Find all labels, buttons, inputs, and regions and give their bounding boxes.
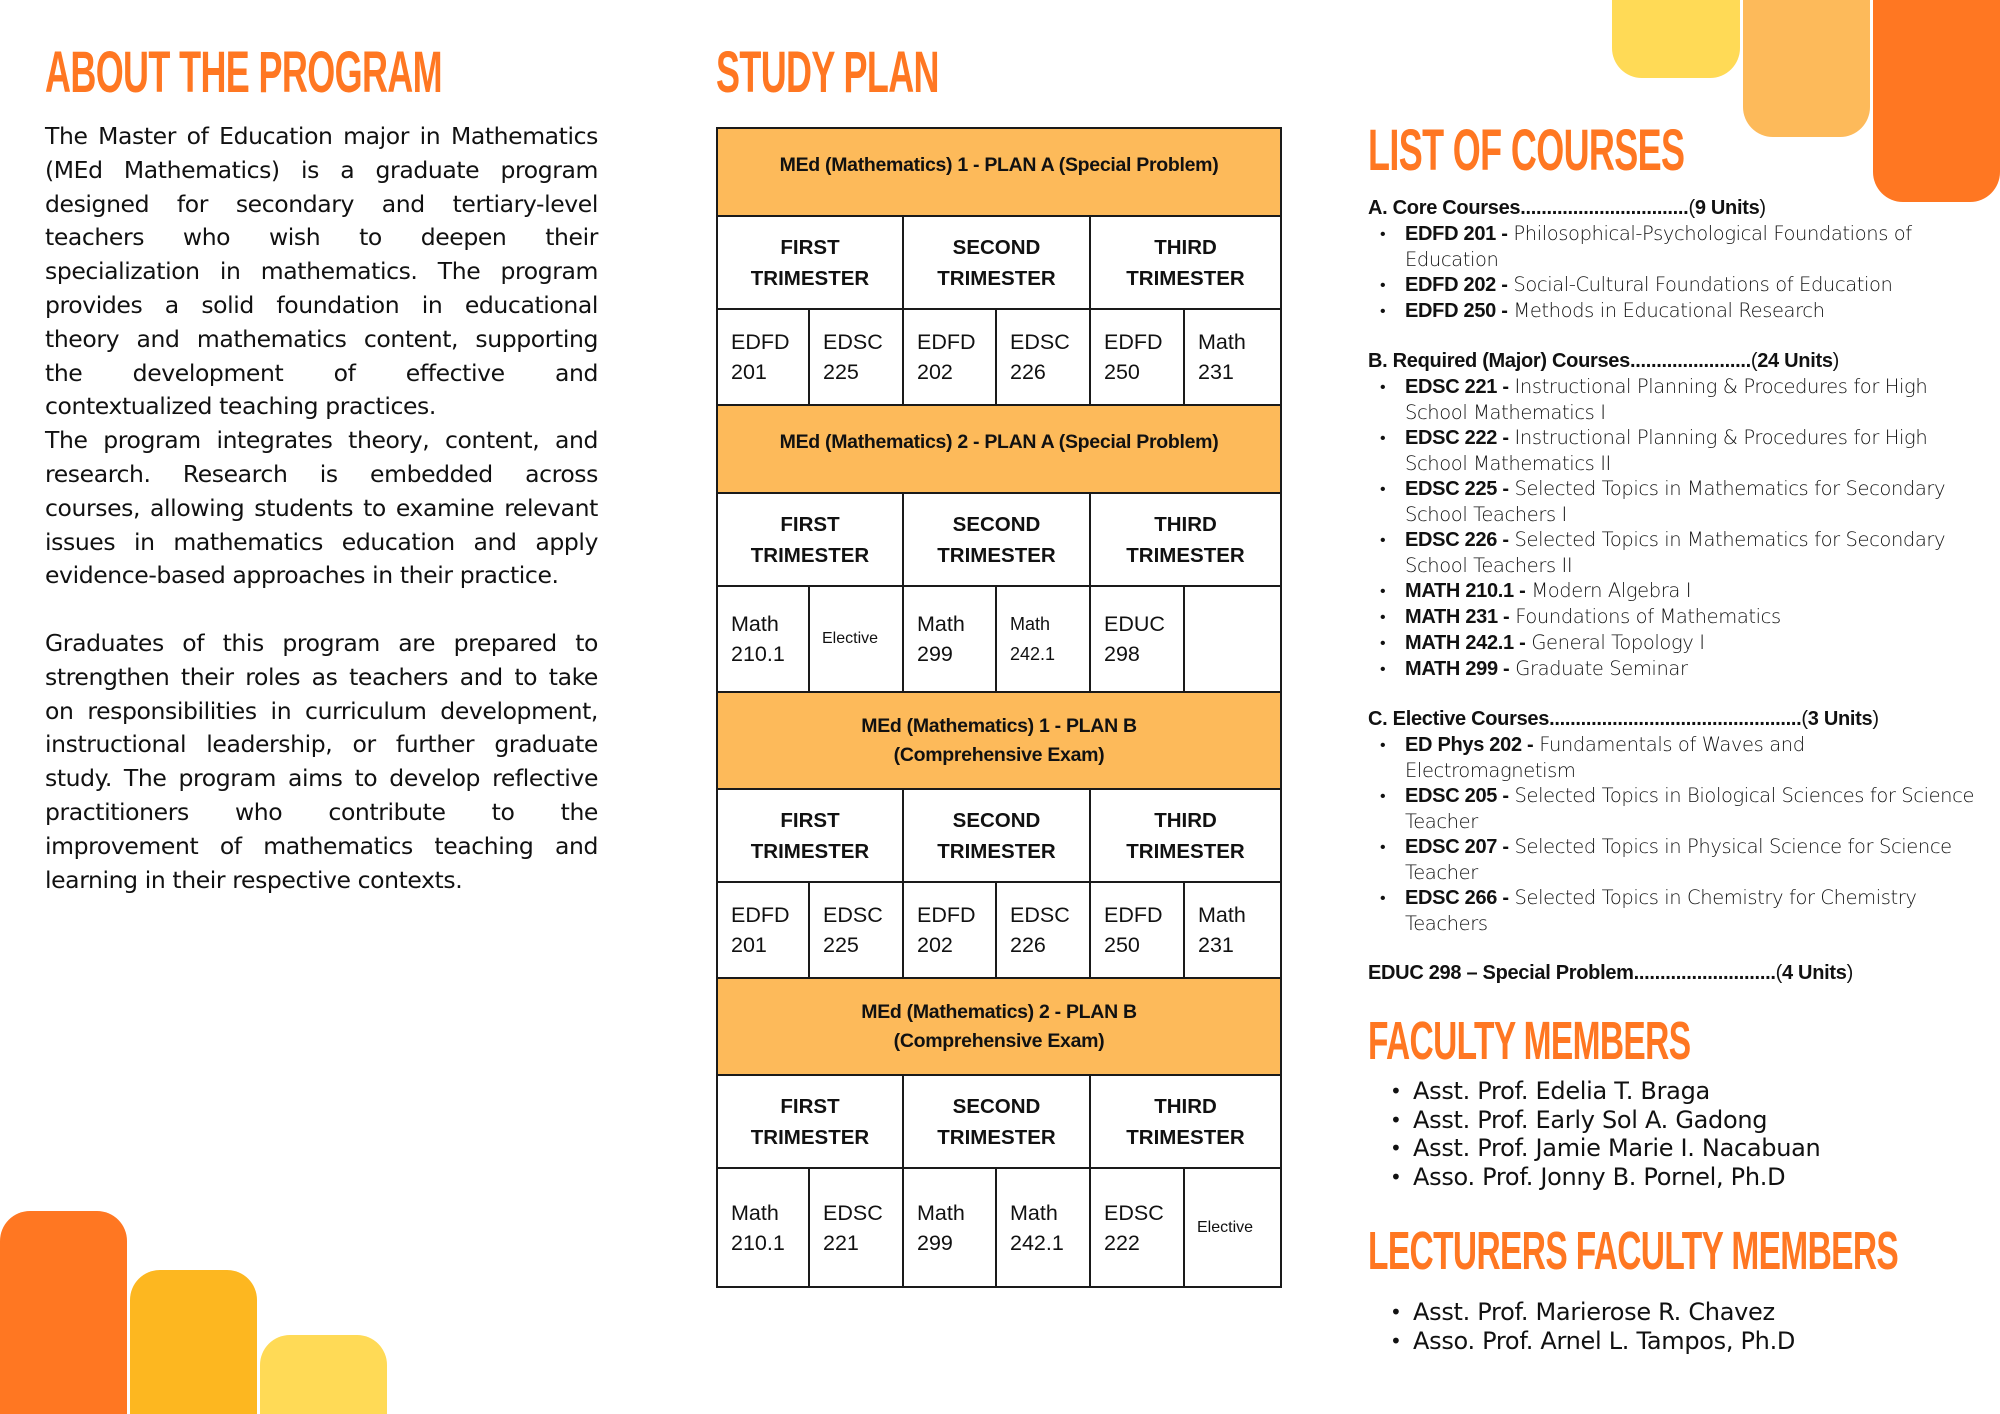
course-cell [1090, 309, 1184, 405]
course-code: EDFD 250 - [1405, 300, 1508, 322]
decorative-bar-orange-top [1873, 0, 2000, 202]
course-number: 231 [1198, 933, 1234, 957]
trimester-label: FIRST [780, 808, 840, 832]
trimester-label: SECOND [952, 1094, 1041, 1118]
trimester-header [717, 1075, 903, 1168]
course-item [1368, 604, 1978, 630]
decorative-bar-light-orange-top [1743, 0, 1870, 137]
paren-close: ) [1759, 197, 1766, 219]
course-item [1368, 630, 1978, 656]
category-units: 9 Units [1694, 197, 1760, 219]
paren-open: ( [1688, 197, 1695, 219]
course-row [717, 882, 1281, 978]
course-cell [717, 882, 809, 978]
course-code: EDSC 226 - [1405, 529, 1509, 551]
trimester-header [903, 493, 1090, 586]
course-number: 298 [1104, 642, 1140, 666]
course-title: Fundamentals of Waves and Electromagnetism [1405, 733, 1805, 782]
trimester-header [903, 216, 1090, 309]
plan-title-line: (Comprehensive Exam) [893, 743, 1105, 766]
course-subject: EDSC [823, 1200, 883, 1225]
course-row [717, 586, 1281, 692]
course-subject: Math [917, 612, 965, 636]
person-item: • Asst. Prof. Edelia T. Braga [1368, 1077, 1968, 1106]
person-item: • Asso. Prof. Jonny B. Pornel, Ph.D [1368, 1163, 1968, 1192]
course-cell [903, 309, 996, 405]
trimester-label: THIRD [1154, 512, 1217, 536]
trimester-label: THIRD [1154, 808, 1217, 832]
course-code: EDSC 225 - [1405, 478, 1509, 500]
category-label: C. Elective Courses [1368, 708, 1550, 730]
paren-open: ( [1775, 962, 1782, 984]
trimester-label: TRIMESTER [1126, 839, 1245, 863]
course-subject: Math [1198, 330, 1246, 354]
course-item [1368, 783, 1978, 834]
course-title: Instructional Planning & Procedures for High School Mathematics II [1405, 426, 1928, 475]
trimester-header-row [717, 493, 1281, 586]
course-item [1368, 476, 1978, 527]
trimester-label: TRIMESTER [937, 266, 1056, 290]
trimester-header [717, 493, 903, 586]
course-item [1368, 732, 1978, 783]
course-number: 225 [823, 933, 859, 957]
person-item: • Asst. Prof. Jamie Marie I. Nacabuan [1368, 1134, 1968, 1163]
about-paragraph: Graduates of this program are prepared to strengthen their roles as teachers and to take on responsibilities in curriculum development, instructional leadership, or further graduate study. The program aims to develop reflective practitioners who contribute to the improvement of mathematics teaching and learning in their respective contexts. [45, 628, 598, 894]
course-row [717, 309, 1281, 405]
course-title: Graduate Seminar [1515, 657, 1688, 680]
course-cell [1184, 586, 1281, 692]
plan-title [717, 128, 1281, 216]
course-category-header [1368, 349, 1978, 374]
course-title: Selected Topics in Biological Sciences for Science Teacher [1405, 784, 1975, 833]
faculty-heading: FACULTY MEMBERS [1368, 1011, 1691, 1071]
course-subject: EDSC [1010, 330, 1070, 354]
course-cell [996, 1168, 1090, 1287]
course-cell [809, 586, 903, 692]
course-number: 201 [731, 933, 767, 957]
trimester-label: TRIMESTER [750, 839, 870, 863]
plan-title [717, 405, 1281, 493]
plan-title-line: MEd (Mathematics) 2 - PLAN A (Special Problem) [779, 430, 1219, 453]
course-subject: EDFD [731, 330, 790, 354]
course-code: EDSC 222 - [1405, 427, 1509, 449]
trimester-header [1090, 789, 1281, 882]
plan-title-row [717, 128, 1281, 216]
course-item [1368, 425, 1978, 476]
course-number: 202 [917, 360, 953, 384]
faculty-list [1368, 1077, 1968, 1191]
trimester-label: SECOND [952, 512, 1041, 536]
course-subject: EDSC [823, 330, 883, 354]
trimester-label: THIRD [1154, 1094, 1217, 1118]
course-code: ED Phys 202 - [1405, 734, 1534, 756]
decorative-bar-orange-bottom [0, 1211, 127, 1414]
trimester-label: FIRST [780, 1094, 840, 1118]
course-code: MATH 242.1 - [1405, 632, 1526, 654]
trimester-header-row [717, 1075, 1281, 1168]
course-code: EDSC 205 - [1405, 785, 1509, 807]
course-cell [1184, 309, 1281, 405]
special-problem-label: EDUC 298 – Special Problem [1368, 962, 1634, 984]
course-item [1368, 656, 1978, 682]
course-subject: Math [731, 612, 779, 636]
special-problem-leader: ........................... [1633, 962, 1776, 984]
category-leader: ................................................ [1549, 708, 1802, 730]
course-subject: EDFD [1104, 903, 1163, 927]
plan-title-row [717, 978, 1281, 1075]
course-title: Philosophical-Psychological Foundations of Education [1405, 222, 1912, 271]
decorative-bar-yellow-top [1612, 0, 1740, 78]
course-cell [717, 309, 809, 405]
course-subject: EDFD [731, 903, 790, 927]
trimester-header [1090, 216, 1281, 309]
courses-heading: LIST OF COURSES [1368, 118, 1685, 183]
course-row [717, 1168, 1281, 1287]
about-paragraph: The program integrates theory, content, and research. Research is embedded across courses, allowing students to examine relevant issues in mathematics education and apply evidence-based approaches in their practice. [45, 426, 598, 590]
lecturers-heading: LECTURERS FACULTY MEMBERS [1368, 1221, 1899, 1281]
course-item [1368, 578, 1978, 604]
course-title: Selected Topics in Mathematics for Secondary School Teachers II [1405, 528, 1946, 577]
course-number: 202 [917, 933, 953, 957]
category-leader: ....................... [1629, 350, 1751, 372]
course-code: EDSC 266 - [1405, 887, 1509, 909]
trimester-header [903, 789, 1090, 882]
course-cell [903, 1168, 996, 1287]
course-category-header [1368, 196, 1978, 221]
paren-close: ) [1872, 708, 1879, 730]
course-cell [996, 309, 1090, 405]
course-cell [903, 586, 996, 692]
course-number: 225 [823, 360, 859, 384]
course-cell [996, 882, 1090, 978]
trimester-label: SECOND [952, 235, 1041, 259]
plan-title [717, 978, 1281, 1075]
decorative-bar-yellow-bottom [260, 1335, 387, 1414]
course-subject: EDFD [917, 330, 976, 354]
course-elective-label: Elective [1197, 1218, 1254, 1236]
special-problem-header [1368, 961, 1978, 986]
course-code: EDFD 202 - [1405, 274, 1508, 296]
trimester-label: TRIMESTER [937, 1125, 1056, 1149]
course-item [1368, 272, 1978, 298]
trimester-label: TRIMESTER [1126, 266, 1245, 290]
course-number: 222 [1104, 1230, 1140, 1255]
course-cell [1184, 1168, 1281, 1287]
course-title: Social-Cultural Foundations of Education [1513, 273, 1893, 296]
course-item [1368, 298, 1978, 324]
course-cell [809, 1168, 903, 1287]
study-plan-table [716, 127, 1282, 1288]
course-subject: Math [1198, 903, 1246, 927]
course-title: Modern Algebra I [1531, 579, 1692, 602]
course-code: MATH 210.1 - [1405, 580, 1526, 602]
course-item [1368, 527, 1978, 578]
course-number: 210.1 [731, 1230, 785, 1255]
category-units: 24 Units [1757, 350, 1833, 372]
plan-title-line: MEd (Mathematics) 1 - PLAN A (Special Problem) [779, 153, 1219, 176]
course-cell [717, 1168, 809, 1287]
study-plan-heading: STUDY PLAN [716, 40, 939, 105]
course-number: 201 [731, 360, 767, 384]
course-number: 250 [1104, 933, 1140, 957]
course-cell [1090, 586, 1184, 692]
course-subject: EDSC [1104, 1200, 1164, 1225]
course-title: Selected Topics in Mathematics for Secondary School Teachers I [1405, 477, 1946, 526]
trimester-label: TRIMESTER [937, 543, 1056, 567]
course-title: Selected Topics in Physical Science for Science Teacher [1405, 835, 1952, 884]
course-cell [996, 586, 1090, 692]
course-number: 210.1 [731, 642, 785, 666]
course-category-list [1368, 732, 1978, 936]
course-item [1368, 374, 1978, 425]
course-item [1368, 885, 1978, 936]
course-number: 226 [1010, 360, 1046, 384]
course-item [1368, 834, 1978, 885]
trimester-header [717, 216, 903, 309]
course-title: General Topology I [1531, 631, 1705, 654]
paren-close: ) [1846, 962, 1853, 984]
trimester-label: TRIMESTER [750, 543, 870, 567]
trimester-label: TRIMESTER [1126, 1125, 1245, 1149]
trimester-label: FIRST [780, 512, 840, 536]
lecturers-list [1368, 1298, 1968, 1355]
course-code: EDSC 221 - [1405, 376, 1509, 398]
person-item: • Asso. Prof. Arnel L. Tampos, Ph.D [1368, 1327, 1968, 1356]
trimester-label: TRIMESTER [1126, 543, 1245, 567]
course-subject: EDSC [1010, 903, 1070, 927]
person-item: • Asst. Prof. Early Sol A. Gadong [1368, 1106, 1968, 1135]
trimester-header [717, 789, 903, 882]
course-category-list [1368, 374, 1978, 682]
category-label: B. Required (Major) Courses [1368, 350, 1630, 372]
plan-title-row [717, 692, 1281, 789]
course-elective-label: Elective [822, 630, 879, 647]
trimester-label: TRIMESTER [937, 839, 1056, 863]
course-code: EDFD 201 - [1405, 223, 1508, 245]
course-code: MATH 231 - [1405, 606, 1510, 628]
course-cell [1090, 882, 1184, 978]
plan-title [717, 692, 1281, 789]
trimester-header [1090, 493, 1281, 586]
paren-open: ( [1801, 708, 1808, 730]
trimester-label: FIRST [780, 235, 840, 259]
trimester-label: SECOND [952, 808, 1041, 832]
course-subject: Math [731, 1200, 779, 1225]
category-label: A. Core Courses [1368, 197, 1521, 219]
course-title: Selected Topics in Chemistry for Chemistry Teachers [1405, 886, 1917, 935]
course-cell [1184, 882, 1281, 978]
course-subject: Math [917, 1200, 965, 1225]
trimester-header-row [717, 789, 1281, 882]
course-title: Instructional Planning & Procedures for High School Mathematics I [1405, 375, 1928, 424]
course-subject: EDFD [1104, 330, 1163, 354]
about-paragraph: The Master of Education major in Mathematics (MEd Mathematics) is a graduate program designed for secondary and tertiary-level teachers who wish to deepen their specialization in mathematics. The program provides a solid foundation in educational theory and mathematics content, supporting the development of effective and contextualized teaching practices. [45, 122, 598, 421]
about-heading: ABOUT THE PROGRAM [45, 40, 443, 105]
course-cell [903, 882, 996, 978]
course-number: 299 [917, 642, 953, 666]
special-problem-units: 4 Units [1781, 962, 1847, 984]
plan-title-line: MEd (Mathematics) 2 - PLAN B [861, 1000, 1137, 1023]
decorative-bar-amber-bottom [130, 1270, 257, 1414]
course-category-list [1368, 221, 1978, 324]
trimester-label: TRIMESTER [750, 266, 870, 290]
course-subject: Math [1010, 1200, 1058, 1225]
trimester-label: TRIMESTER [750, 1125, 870, 1149]
course-subject: Math [1010, 614, 1051, 634]
trimester-header-row [717, 216, 1281, 309]
plan-title-line: MEd (Mathematics) 1 - PLAN B [861, 714, 1137, 737]
plan-title-row [717, 405, 1281, 493]
course-subject: EDSC [823, 903, 883, 927]
plan-title-line: (Comprehensive Exam) [893, 1029, 1105, 1052]
course-number: 221 [823, 1230, 859, 1255]
course-number: 250 [1104, 360, 1140, 384]
person-item: • Asst. Prof. Marierose R. Chavez [1368, 1298, 1968, 1327]
course-cell [1090, 1168, 1184, 1287]
course-category-header [1368, 707, 1978, 732]
course-title: Methods in Educational Research [1513, 299, 1825, 322]
course-code: EDSC 207 - [1405, 836, 1509, 858]
course-list [1368, 196, 1978, 986]
category-units: 3 Units [1807, 708, 1873, 730]
course-number: 242.1 [1010, 644, 1056, 664]
paren-close: ) [1832, 350, 1840, 372]
about-body [45, 120, 598, 897]
course-number: 226 [1010, 933, 1046, 957]
course-number: 242.1 [1010, 1230, 1064, 1255]
trimester-label: THIRD [1154, 235, 1217, 259]
course-item [1368, 221, 1978, 272]
paren-open: ( [1750, 350, 1758, 372]
trimester-header [903, 1075, 1090, 1168]
course-number: 231 [1198, 360, 1234, 384]
course-title: Foundations of Mathematics [1515, 605, 1781, 628]
course-cell [809, 882, 903, 978]
course-subject: EDFD [917, 903, 976, 927]
category-leader: ................................ [1520, 197, 1689, 219]
course-code: MATH 299 - [1405, 658, 1510, 680]
course-number: 299 [917, 1230, 953, 1255]
trimester-header [1090, 1075, 1281, 1168]
course-subject: EDUC [1104, 612, 1165, 636]
course-cell [809, 309, 903, 405]
course-cell [717, 586, 809, 692]
